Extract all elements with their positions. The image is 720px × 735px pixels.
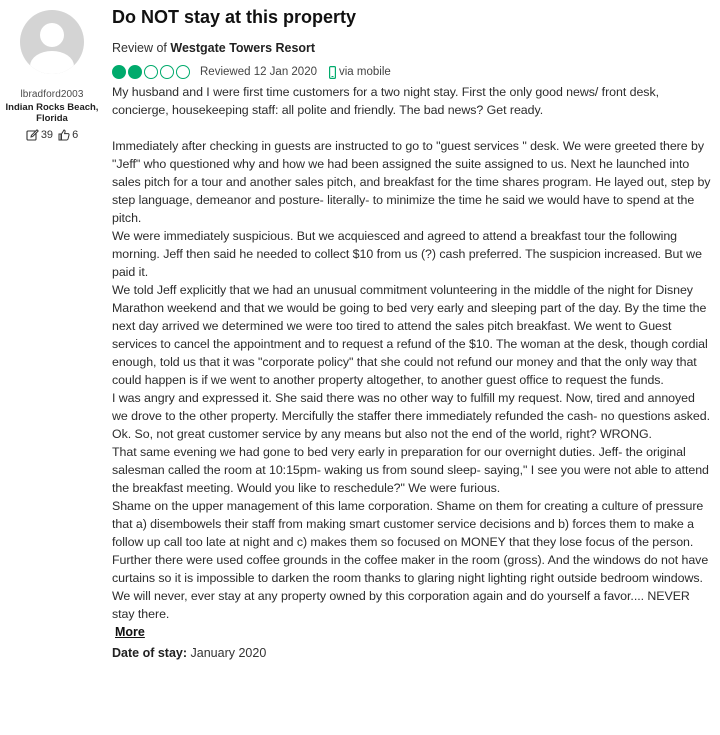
rating-bubbles <box>112 65 190 79</box>
via-mobile: via mobile <box>339 66 391 78</box>
reviewer-username[interactable]: lbradford2003 <box>20 89 84 100</box>
date-of-stay-label: Date of stay: <box>112 646 188 660</box>
pencil-icon <box>26 129 39 141</box>
reviewer-location: Indian Rocks Beach, Florida <box>5 102 99 124</box>
review-text: My husband and I were first time customers for a two night stay. First the only good news/ front desk, concierge, housekeeping staff: all polite and friendly. The bad news? Get ready. Immediately after checking in guests are instructed to go to "guest services " desk. We were greeted there by "Jeff" who questioned why and how we had been assigned the suite assigned to us. Next he launched into sales pitch for a tour and another sales pitch, and breakfast for the time shares program. He layed out, step by step language, demeanor and posture- literally- to minimize the time he said we would have to spend at the pitch. We were immediately suspicious. But we acquiesced and agreed to attend a breakfast tour the following morning. Jeff then said he needed to collect $10 from us (?) cash preferred. The suspicion increased. But we paid it. We told Jeff explicitly that we had an unusual commitment volunteering in the middle of the night for Disney Marathon weekend and that we would be going to bed very early and sleeping part of the day. By the time the next day arrived we determined we were too tired to attend the sales pitch breakfast. We went to Guest services to cancel the appointment and to request a refund of the $10. The woman at the desk, though cordial enough, told us that it was "corporate policy" that she could not refund our money and that the only way that could happen is if we went to another property altogether, to another guest office to request the funds. I was angry and expressed it. She said there was no other way to fulfill my request. Now, tired and annoyed we drove to the other property. Mercifully the staffer there immediately refunded the cash- no questions asked. Ok. So, not great customer service by any means but also not the end of the world, right? WRONG. That same evening we had gone to bed very early in preparation for our overnight duties. Jeff- the original salesman called the room at 10:15pm- waking us from sound sleep- saying," I see you were not able to attend the breakfast meeting. Would you like to reschedule?" We were furious. Shame on the upper management of this lame corporation. Shame on them for creating a culture of pressure that a) disembowels their staff from making smart customer service decisions and b) forces them to make a follow up call too late at night and c) makes them so focused on MONEY that they lose focus of the person. Further there were used coffee grounds in the coffee maker in the room (gross). And the windows do not have curtains so it is impossible to darken the room thanks to glaring night lighting right outside bedroom windows. We will never, ever stay at any property owned by this corporation again and do yourself a favor.... NEVER stay there. <box>112 85 711 621</box>
rating-bubble-empty <box>160 65 174 79</box>
rating-bubble-filled <box>112 65 126 79</box>
reviewer-stats <box>0 129 104 141</box>
avatar[interactable] <box>20 10 84 74</box>
rating-bubble-empty <box>176 65 190 79</box>
contributions-count: 39 <box>40 129 54 141</box>
review-of-prefix: Review of <box>112 41 167 55</box>
mobile-phone-icon <box>329 66 336 79</box>
reviewed-date: Reviewed 12 Jan 2020 <box>200 66 317 78</box>
review-of <box>112 40 712 56</box>
reviewer-info <box>0 10 104 141</box>
helpful-votes-count: 6 <box>72 129 79 141</box>
rating-bubble-filled <box>128 65 142 79</box>
review-content <box>112 0 712 660</box>
rating-bubble-empty <box>144 65 158 79</box>
date-of-stay <box>112 646 712 660</box>
more-link[interactable]: More <box>115 625 145 639</box>
thumbs-up-icon <box>58 129 70 141</box>
date-of-stay-value: January 2020 <box>190 646 267 660</box>
review-title[interactable]: Do NOT stay at this property <box>112 7 357 27</box>
property-name-link[interactable]: Westgate Towers Resort <box>170 41 316 55</box>
review-meta <box>112 64 712 80</box>
